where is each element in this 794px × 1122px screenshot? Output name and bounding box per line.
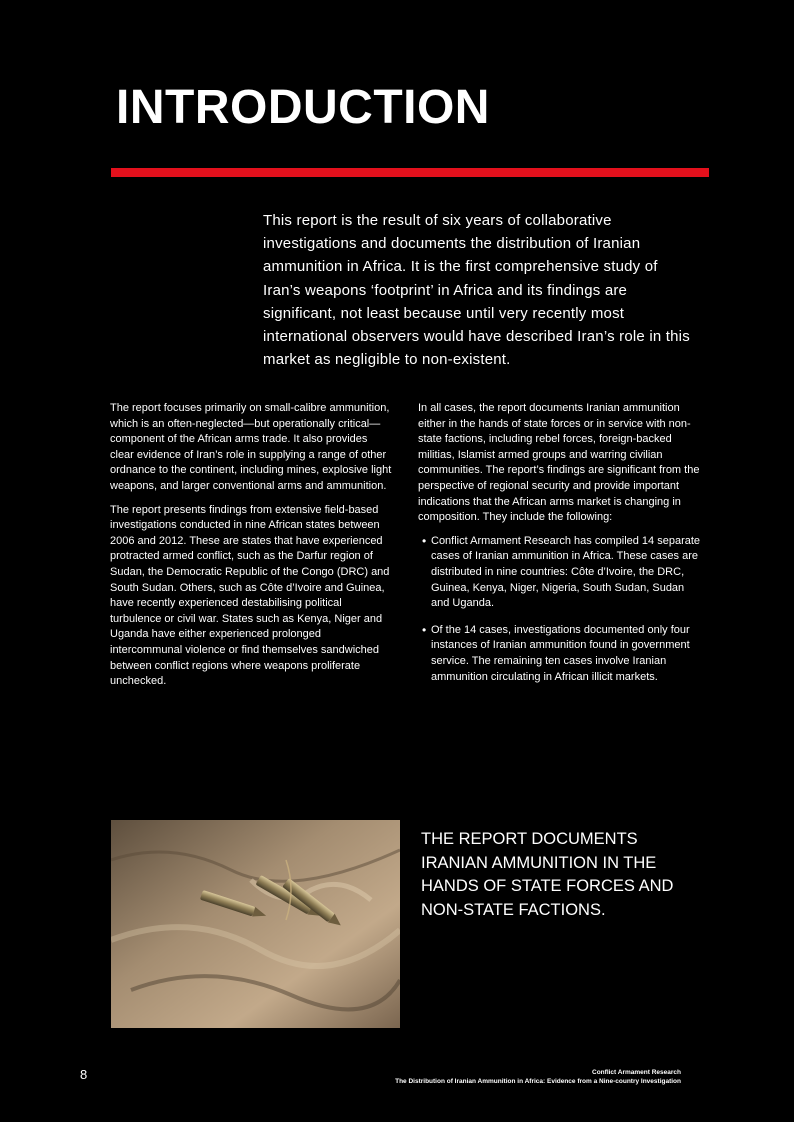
right-column <box>418 401 704 696</box>
ammunition-photo <box>111 820 400 1028</box>
footer-org: Conflict Armament Research <box>592 1069 681 1076</box>
footer-report-title: The Distribution of Iranian Ammunition in Africa: Evidence from a Nine-country Investigation <box>395 1078 681 1085</box>
findings-list-item: • Of the 14 cases, investigations documented only four instances of Iranian ammunition found in government service. The remaining ten cases involve Iranian ammunition circulating in African illicit markets. <box>418 623 704 685</box>
lead-paragraph: This report is the result of six years of collaborative investigations and documents the distribution of Iranian ammunition in Africa. It is the first comprehensive study of Iran’s weapons ‘footprint’ in Africa and its findings are significant, not least because until very recently most international observers would have described Iran’s role in this market as negligible to non-existent. <box>263 212 690 369</box>
pull-quote: THE REPORT DOCUMENTS IRANIAN AMMUNITION IN THE HANDS OF STATE FORCES AND NON-STATE FACTIONS. <box>421 830 674 919</box>
body-paragraph: In all cases, the report documents Iranian ammunition either in the hands of state forces or in service with non-state factions, including rebel forces, foreign-backed militias, Islamist armed groups and warring civilian communities. The report’s findings are significant from the perspective of regional security and provide important indications that the African arms market is changing in composition. They include the following: <box>418 402 700 524</box>
left-column <box>110 401 392 698</box>
title-divider <box>111 168 709 177</box>
body-paragraph: The report presents findings from extensive field-based investigations conducted in nine African states between 2006 and 2012. These are states that have experienced protracted armed conflict, such as the Darfur region of Sudan, the Democratic Republic of the Congo (DRC) and South Sudan. Others, such as Côte d’Ivoire and Guinea, have recently experienced destabilising political turbulence or civil war. States such as Kenya, Niger and Uganda have either experienced prolonged intercommunal violence or find themselves sandwiched between conflict regions where weapons proliferate unchecked. <box>110 503 390 688</box>
findings-list <box>418 534 704 685</box>
page-title: INTRODUCTION <box>116 81 490 134</box>
findings-list-item: • Conflict Armament Research has compiled 14 separate cases of Iranian ammunition in Africa. These cases are distributed in nine countries: Côte d’Ivoire, the DRC, Guinea, Kenya, Niger, Nigeria, South Sudan, Sudan and Uganda. <box>418 534 704 612</box>
running-footer <box>395 1068 681 1086</box>
body-paragraph: The report focuses primarily on small-calibre ammunition, which is an often-neglected—but operationally critical—component of the African arms trade. It also provides clear evidence of Iran’s role in supplying a range of other ordnance to the continent, including mines, explosive light weapons, and larger conventional arms and ammunition. <box>110 402 392 492</box>
page-number: 8 <box>80 1067 88 1082</box>
